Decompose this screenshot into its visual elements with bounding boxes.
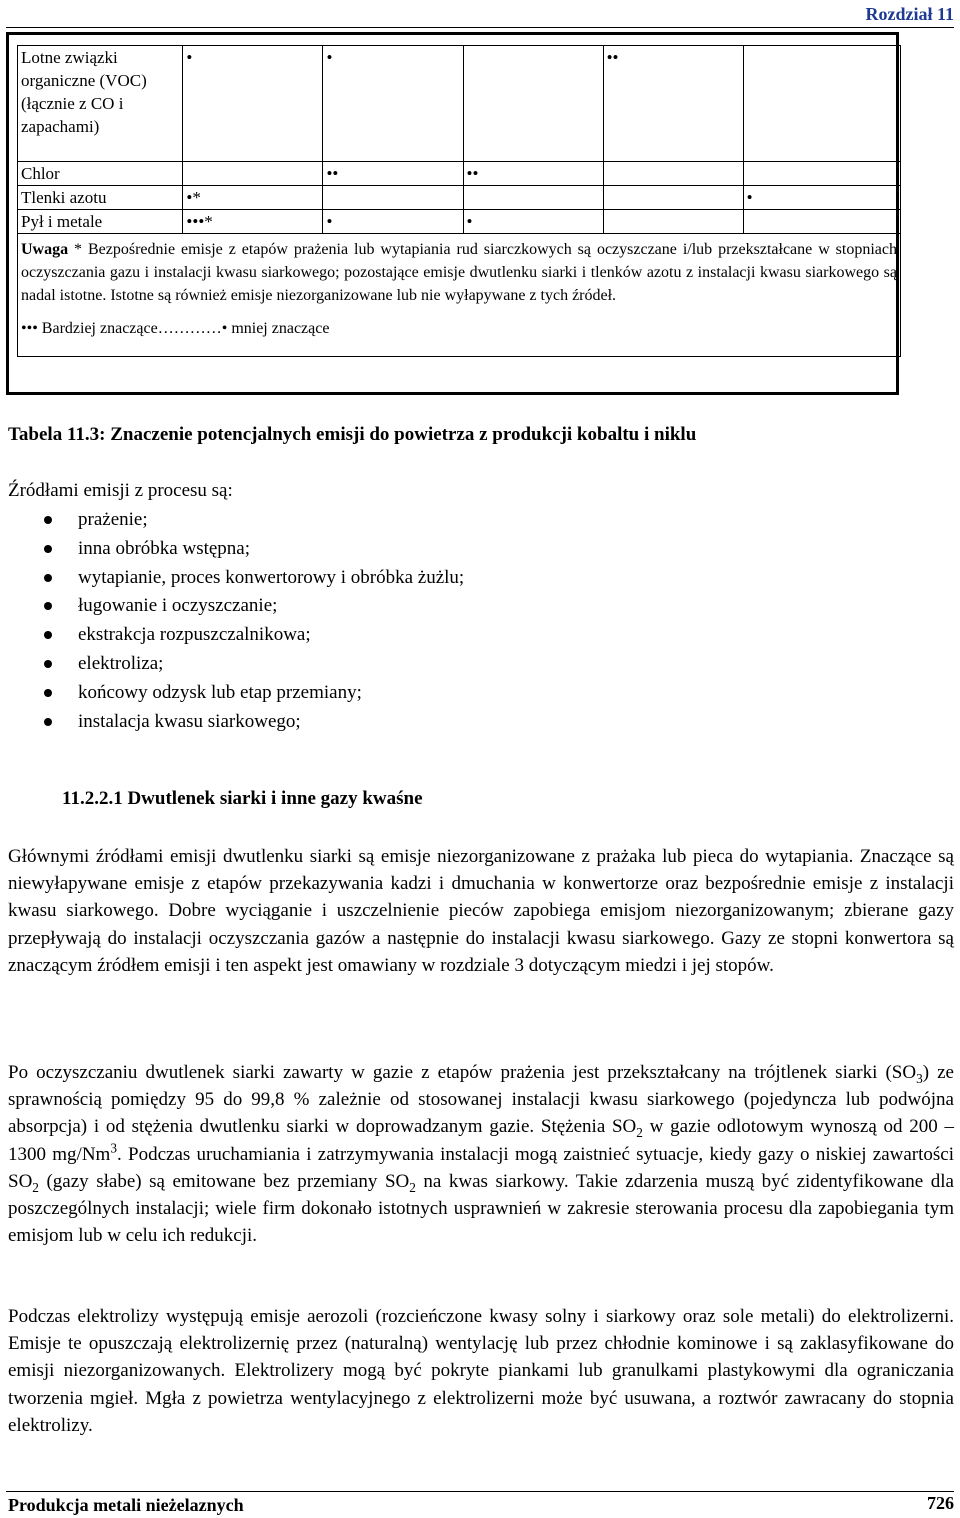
table-cell: •*: [183, 186, 323, 210]
emission-table: [17, 45, 901, 357]
table-cell: •: [743, 186, 900, 210]
table-row: [18, 210, 901, 234]
superscript: 3: [110, 1140, 117, 1156]
sources-list: [8, 506, 464, 736]
bullet-icon: [44, 574, 52, 582]
table-cell: [323, 186, 463, 210]
bullet-icon: [44, 631, 52, 639]
list-item: [8, 708, 464, 737]
list-item: [8, 506, 464, 535]
list-item-text: instalacja kwasu siarkowego;: [78, 710, 301, 732]
subscript: 2: [636, 1125, 643, 1141]
table-cell: •••*: [183, 210, 323, 234]
list-item: [8, 592, 464, 621]
table-caption: Tabela 11.3: Znaczenie potencjalnych emisji do powietrza z produkcji kobaltu i niklu: [8, 424, 697, 445]
table-cell: •: [323, 46, 463, 162]
bullet-icon: [44, 689, 52, 697]
table-cell: [603, 186, 743, 210]
table-cell: ••: [603, 46, 743, 162]
table-row: [18, 46, 901, 162]
row-label: Chlor: [18, 162, 183, 186]
subscript: 2: [32, 1179, 39, 1195]
list-item: [8, 535, 464, 564]
emission-table-box: [6, 32, 899, 395]
table-cell: •: [463, 210, 603, 234]
table-cell: [603, 162, 743, 186]
table-cell: [743, 210, 900, 234]
table-cell: ••: [463, 162, 603, 186]
table-cell: •: [323, 210, 463, 234]
table-cell: •: [183, 46, 323, 162]
table-cell: [463, 46, 603, 162]
table-cell: [743, 162, 900, 186]
list-item-text: ekstrakcja rozpuszczalnikowa;: [78, 624, 311, 646]
row-label: Lotne związki organiczne (VOC) (łącznie z CO i zapachami): [18, 46, 183, 162]
subscript: 2: [409, 1179, 416, 1195]
table-cell: [463, 186, 603, 210]
table-row: [18, 186, 901, 210]
bullet-icon: [44, 602, 52, 610]
chapter-label: Rozdział 11: [865, 4, 954, 24]
table-cell: [603, 210, 743, 234]
text-run: Po oczyszczaniu dwutlenek siarki zawarty w gazie z etapów prażenia jest przekształcany na trójtlenek siarki (SO: [8, 1062, 917, 1083]
paragraph-2: [8, 1059, 954, 1249]
note-label: Uwaga: [21, 241, 69, 258]
table-cell: [743, 46, 900, 162]
significance-legend: ••• Bardziej znaczące…………• mniej znaczące: [21, 320, 330, 337]
paragraph-3: Podczas elektrolizy występują emisje aerozoli (rozcieńczone kwasy solny i siarkowy oraz sole metali) do elektrolizerni. Emisje te opuszczają elektrolizernię przez (naturalną) wentylację lub przez chłodnie kominowe i są zaklasyfikowane do emisji niezorganizowanych. Elektrolizery mogą być pokryte piankami lub granulkami plastykowymi dla ograniczania tworzenia mgieł. Mgła z powietrza wentylacyjnego z elektrolizerni może być usuwana, a roztwór zawracany do stopnia elektrolizy.: [8, 1306, 954, 1436]
text-run: na kwas siarkowy. Takie zdarzenia muszą być zidentyfikowane dla poszczególnych instalacji; wiele firm dokonało istotnych usprawnień w zakresie sterowania procesu dla zapobiegania tym emisjom lub w celu ich redukcji.: [8, 1170, 954, 1247]
list-item-text: inna obróbka wstępna;: [78, 537, 251, 559]
text-run: (gazy słabe) są emitowane bez przemiany SO: [38, 1170, 410, 1192]
page-number: 726: [927, 1493, 954, 1513]
paragraph-1: Głównymi źródłami emisji dwutlenku siarki są emisje niezorganizowane z prażaka lub pieca do wytapiania. Znaczące są niewyłapywane emisje z etapów przekazywania kadzi i dmuchania w konwertorze oraz bezpośrednie emisje z instalacji kwasu siarkowego. Dobre wyciąganie i uszczelnienie pieców zapobiega emisjom niezorganizowanym; zbierane gazy przepływają do instalacji oczyszczania gazów a następnie do instalacji kwasu siarkowego. Gazy ze stopni konwertora są znaczącym źródłem emisji i ten aspekt jest omawiany w rozdziale 3 dotyczącym miedzi i jej stopów.: [8, 846, 954, 976]
table-cell: ••: [323, 162, 463, 186]
bullet-icon: [44, 660, 52, 668]
list-item-text: elektroliza;: [78, 652, 164, 674]
text-run: ) ze sprawnością pomiędzy 95 do 99,8 % zależnie od stosowanej instalacji kwasu siarkowego (pojedyncza lub podwójna absorpcja) i od stężenia dwutlenku siarki w doprowadzanym gazie. Stężenia SO: [8, 1062, 954, 1138]
text-run: . Podczas uruchamiania i zatrzymywania instalacji mogą zaistnieć sytuacje, kiedy gazy o niskiej zawartości SO: [8, 1143, 954, 1192]
list-item-text: wytapianie, proces konwertorowy i obróbka żużlu;: [78, 566, 465, 588]
table-note: [18, 234, 901, 357]
bullet-icon: [44, 516, 52, 524]
bullet-icon: [44, 718, 52, 726]
list-item-text: ługowanie i oczyszczanie;: [78, 595, 278, 617]
list-item-text: prażenie;: [78, 509, 148, 530]
sources-intro: Źródłami emisji z procesu są:: [8, 480, 233, 501]
header-rule: [6, 27, 954, 28]
section-heading: 11.2.2.1 Dwutlenek siarki i inne gazy kwaśne: [62, 788, 423, 809]
table-note-row: [18, 234, 901, 357]
bullet-icon: [44, 545, 52, 553]
list-item: [8, 564, 464, 593]
subscript: 3: [916, 1070, 923, 1086]
note-text: * Bezpośrednie emisje z etapów prażenia lub wytapiania rud siarczkowych są oczyszczane i/lub przekształcane w stopniach oczyszczania gazu i instalacji kwasu siarkowego; pozostające emisje dwutlenku siarki i tlenków azotu z instalacji kwasu siarkowego są nadal istotne. Istotne są również emisje niezorganizowane lub nie wyłapywane z tych źródeł.: [21, 241, 897, 304]
list-item-text: końcowy odzysk lub etap przemiany;: [78, 681, 362, 703]
table-row: [18, 162, 901, 186]
text-run: w gazie odlotowym wynoszą od 200 – 1300 mg/Nm: [8, 1116, 954, 1165]
footer-rule: [6, 1491, 954, 1492]
row-label: Pył i metale: [18, 210, 183, 234]
list-item: [8, 650, 464, 679]
list-item: [8, 621, 464, 650]
footer-title: Produkcja metali nieżelaznych: [8, 1495, 244, 1515]
list-item: [8, 679, 464, 708]
row-label: Tlenki azotu: [18, 186, 183, 210]
table-cell: [183, 162, 323, 186]
